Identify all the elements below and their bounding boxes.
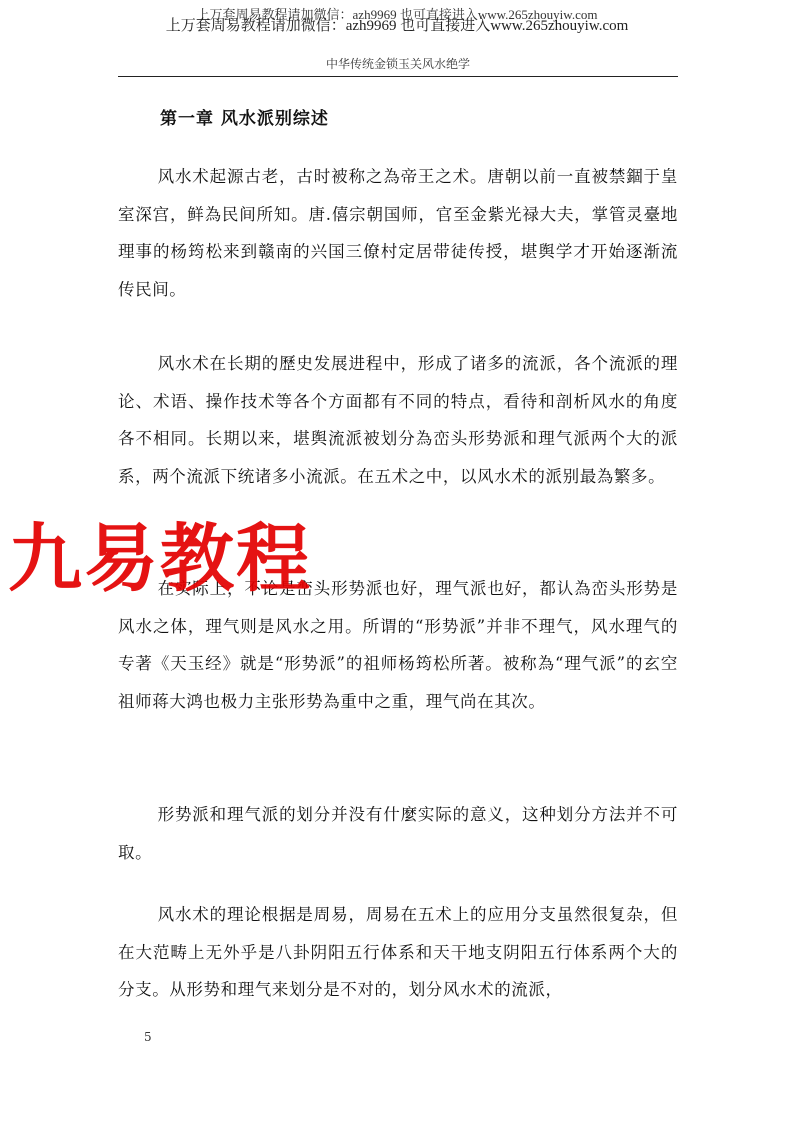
running-title: 中华传统金锁玉关风水绝学 [325,57,470,71]
watermark-header-line2: 上万套周易教程请加微信：azh9969 也可直接进入www.265zhouyiw.com [165,18,629,34]
paragraph-2: 风水术在长期的歷史发展进程中，形成了诸多的流派，各个流派的理论、术语、操作技术等各个方面都有不同的特点，看待和剖析风水的角度各不相同。长期以来，堪舆流派被划分為峦头形势派和理气派两个大的派系，两个流派下统诸多小流派。在五术之中，以风水术的派别最為繁多。 [118,354,678,486]
paragraph-1: 风水术起源古老，古时被称之為帝王之术。唐朝以前一直被禁錮于皇室深宫，鲜為民间所知。唐.僖宗朝国师，官至金紫光禄大夫，掌管灵臺地理事的杨筠松来到赣南的兴国三僚村定居带徒传授，堪舆学才开始逐渐流传民间。 [118,167,678,299]
chapter-title: 第一章 风水派别综述 [160,109,329,129]
paragraph-4: 形势派和理气派的划分并没有什麼实际的意义，这种划分方法并不可取。 [118,805,678,862]
paragraph-3: 在实际上，不论是峦头形势派也好，理气派也好，都认為峦头形势是风水之体，理气则是风水之用。所谓的“形势派”并非不理气，风水理气的专著《天玉经》就是“形势派”的祖师杨筠松所著。被称為“理气派”的玄空祖师蒋大鸿也极力主张形势為重中之重，理气尚在其次。 [118,579,678,711]
header-divider [118,76,678,77]
paragraph-5: 风水术的理论根据是周易，周易在五术上的应用分支虽然很复杂，但在大范畴上无外乎是八卦阴阳五行体系和天干地支阴阳五行体系两个大的分支。从形势和理气来划分是不对的，划分风水术的流派， [118,905,678,999]
page-number: 5 [144,1030,152,1044]
red-watermark-logo: 九易教程 [8,516,312,602]
watermark-header-line1: 上万套周易教程请加微信：azh9969 也可直接进入www.265zhouyiw.com [196,7,598,22]
